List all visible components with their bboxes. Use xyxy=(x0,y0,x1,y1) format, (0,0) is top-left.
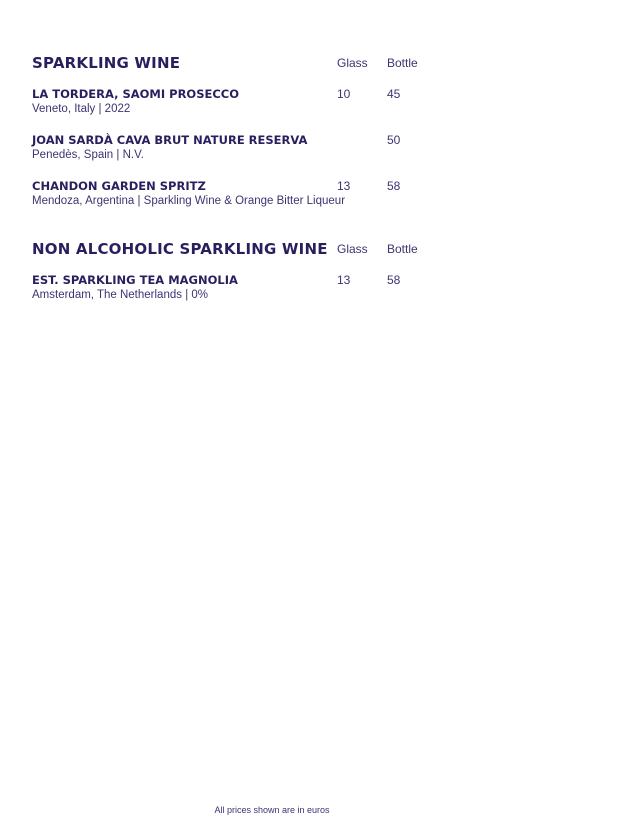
item-description: Amsterdam, The Netherlands | 0% xyxy=(32,289,208,301)
menu-item xyxy=(32,179,432,225)
menu-item xyxy=(32,87,432,133)
price-bottle: 50 xyxy=(387,133,401,147)
column-header-bottle: Bottle xyxy=(387,56,418,70)
price-bottle: 58 xyxy=(387,179,401,193)
item-name: CHANDON GARDEN SPRITZ xyxy=(32,179,206,193)
item-description: Mendoza, Argentina | Sparkling Wine & Orange Bitter Liqueur xyxy=(32,195,346,207)
item-name: LA TORDERA, SAOMI PROSECCO xyxy=(32,87,239,101)
section-sparkling-wine xyxy=(32,54,432,225)
price-glass: 13 xyxy=(337,273,351,287)
section-title: SPARKLING WINE xyxy=(32,54,181,72)
column-header-bottle: Bottle xyxy=(387,242,418,256)
column-header-glass: Glass xyxy=(337,56,368,70)
section-header xyxy=(32,240,432,262)
menu-item xyxy=(32,133,432,179)
section-non-alcoholic-sparkling-wine xyxy=(32,240,432,319)
menu-item xyxy=(32,273,432,319)
item-name: JOAN SARDÀ CAVA BRUT NATURE RESERVA xyxy=(32,133,308,147)
item-description: Penedès, Spain | N.V. xyxy=(32,149,144,161)
section-header xyxy=(32,54,432,76)
price-bottle: 58 xyxy=(387,273,401,287)
section-title: NON ALCOHOLIC SPARKLING WINE xyxy=(32,240,328,258)
price-glass: 10 xyxy=(337,87,351,101)
footer-price-note: All prices shown are in euros xyxy=(214,805,330,815)
item-description: Veneto, Italy | 2022 xyxy=(32,103,131,115)
price-bottle: 45 xyxy=(387,87,401,101)
column-header-glass: Glass xyxy=(337,242,368,256)
price-glass: 13 xyxy=(337,179,351,193)
item-name: EST. SPARKLING TEA MAGNOLIA xyxy=(32,273,238,287)
